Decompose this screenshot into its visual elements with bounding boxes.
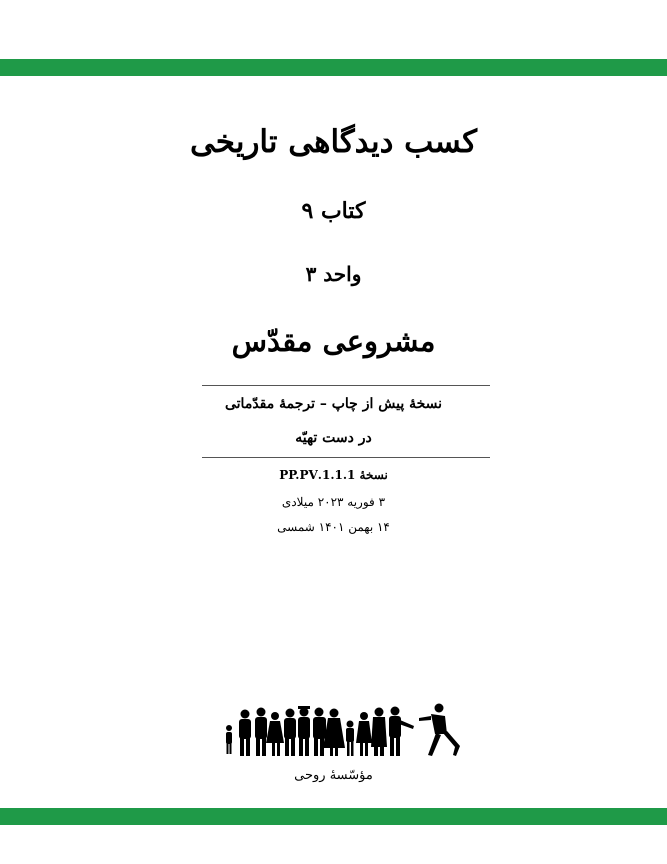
status-note: در دست تهیّه	[295, 430, 372, 446]
divider-bottom	[202, 457, 490, 458]
edition-note: نسخهٔ پیش از چاپ – ترجمهٔ مقدّماتی	[224, 396, 443, 412]
people-silhouette-group-icon	[217, 700, 469, 760]
divider-top	[202, 385, 490, 386]
unit-number: واحد ۳	[305, 262, 362, 286]
page-title: کسب دیدگاهی تاریخی	[189, 124, 478, 160]
version-label: نسخهٔ 1.1.1.PP.PV	[279, 468, 388, 482]
bottom-green-bar	[0, 808, 667, 825]
book-number: کتاب ۹	[301, 198, 366, 224]
date-gregorian: ۳ فوریه ۲۰۲۳ میلادی	[281, 495, 386, 509]
unit-subject: مشروعی مقدّس	[231, 324, 436, 358]
publisher-name: مؤسّسهٔ روحی	[294, 768, 373, 783]
date-solar: ۱۴ بهمن ۱۴۰۱ شمسی	[277, 520, 390, 534]
top-green-bar	[0, 59, 667, 76]
